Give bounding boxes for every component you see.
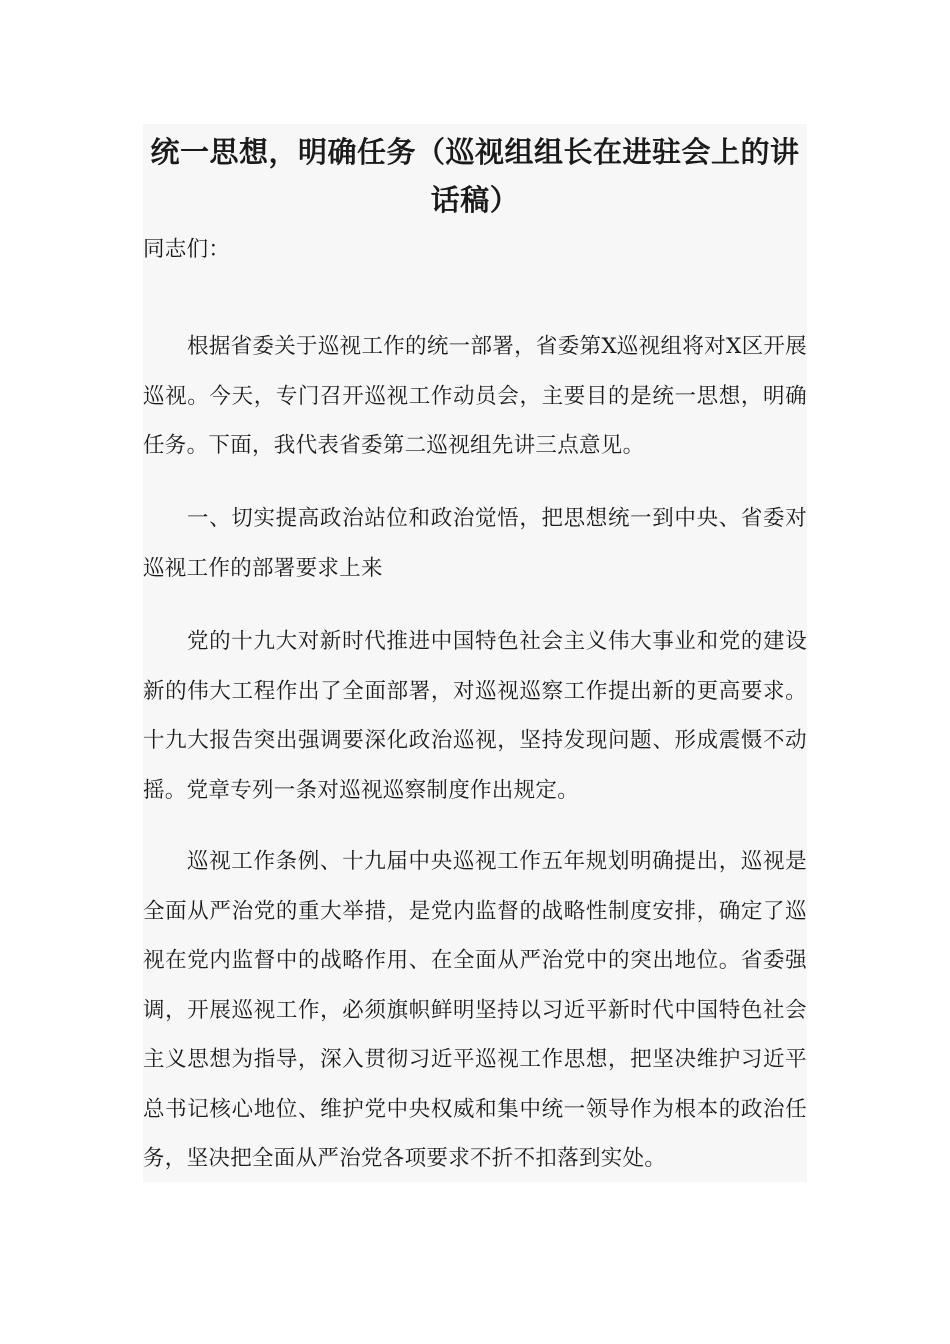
paragraph-body: 党的十九大对新时代推进中国特色社会主义伟大事业和党的建设新的伟大工程作出了全面部署，对巡视巡察工作提出新的更高要求。十九大报告突出强调要深化政治巡视，坚持发现问题、形成震慑不动摇。党章专列一条对巡视巡察制度作出规定。: [143, 629, 807, 803]
document-title: 统一思想，明确任务（巡视组组长在进驻会上的讲话稿）: [150, 135, 800, 217]
paragraph-body: 巡视工作条例、十九届中央巡视工作五年规划明确提出，巡视是全面从严治党的重大举措，是党内监督的战略性制度安排，确定了巡视在党内监督中的战略作用、在全面从严治党中的突出地位。省委强调，开展巡视工作，必须旗帜鲜明坚持以习近平新时代中国特色社会主义思想为指导，深入贯彻习近平巡视工作思想，把坚决维护习近平总书记核心地位、维护党中央权威和集中统一领导作为根本的政治任务，坚决把全面从严治党各项要求不折不扣落到实处。: [143, 849, 807, 1171]
greeting: 同志们：: [143, 237, 231, 262]
section-heading-1: 一、切实提高政治站位和政治觉悟，把思想统一到中央、省委对巡视工作的部署要求上来: [143, 506, 807, 581]
paragraph-intro: 根据省委关于巡视工作的统一部署，省委第X巡视组将对X区开展巡视。今天，专门召开巡视工作动员会，主要目的是统一思想，明确任务。下面，我代表省委第二巡视组先讲三点意见。: [143, 334, 807, 458]
